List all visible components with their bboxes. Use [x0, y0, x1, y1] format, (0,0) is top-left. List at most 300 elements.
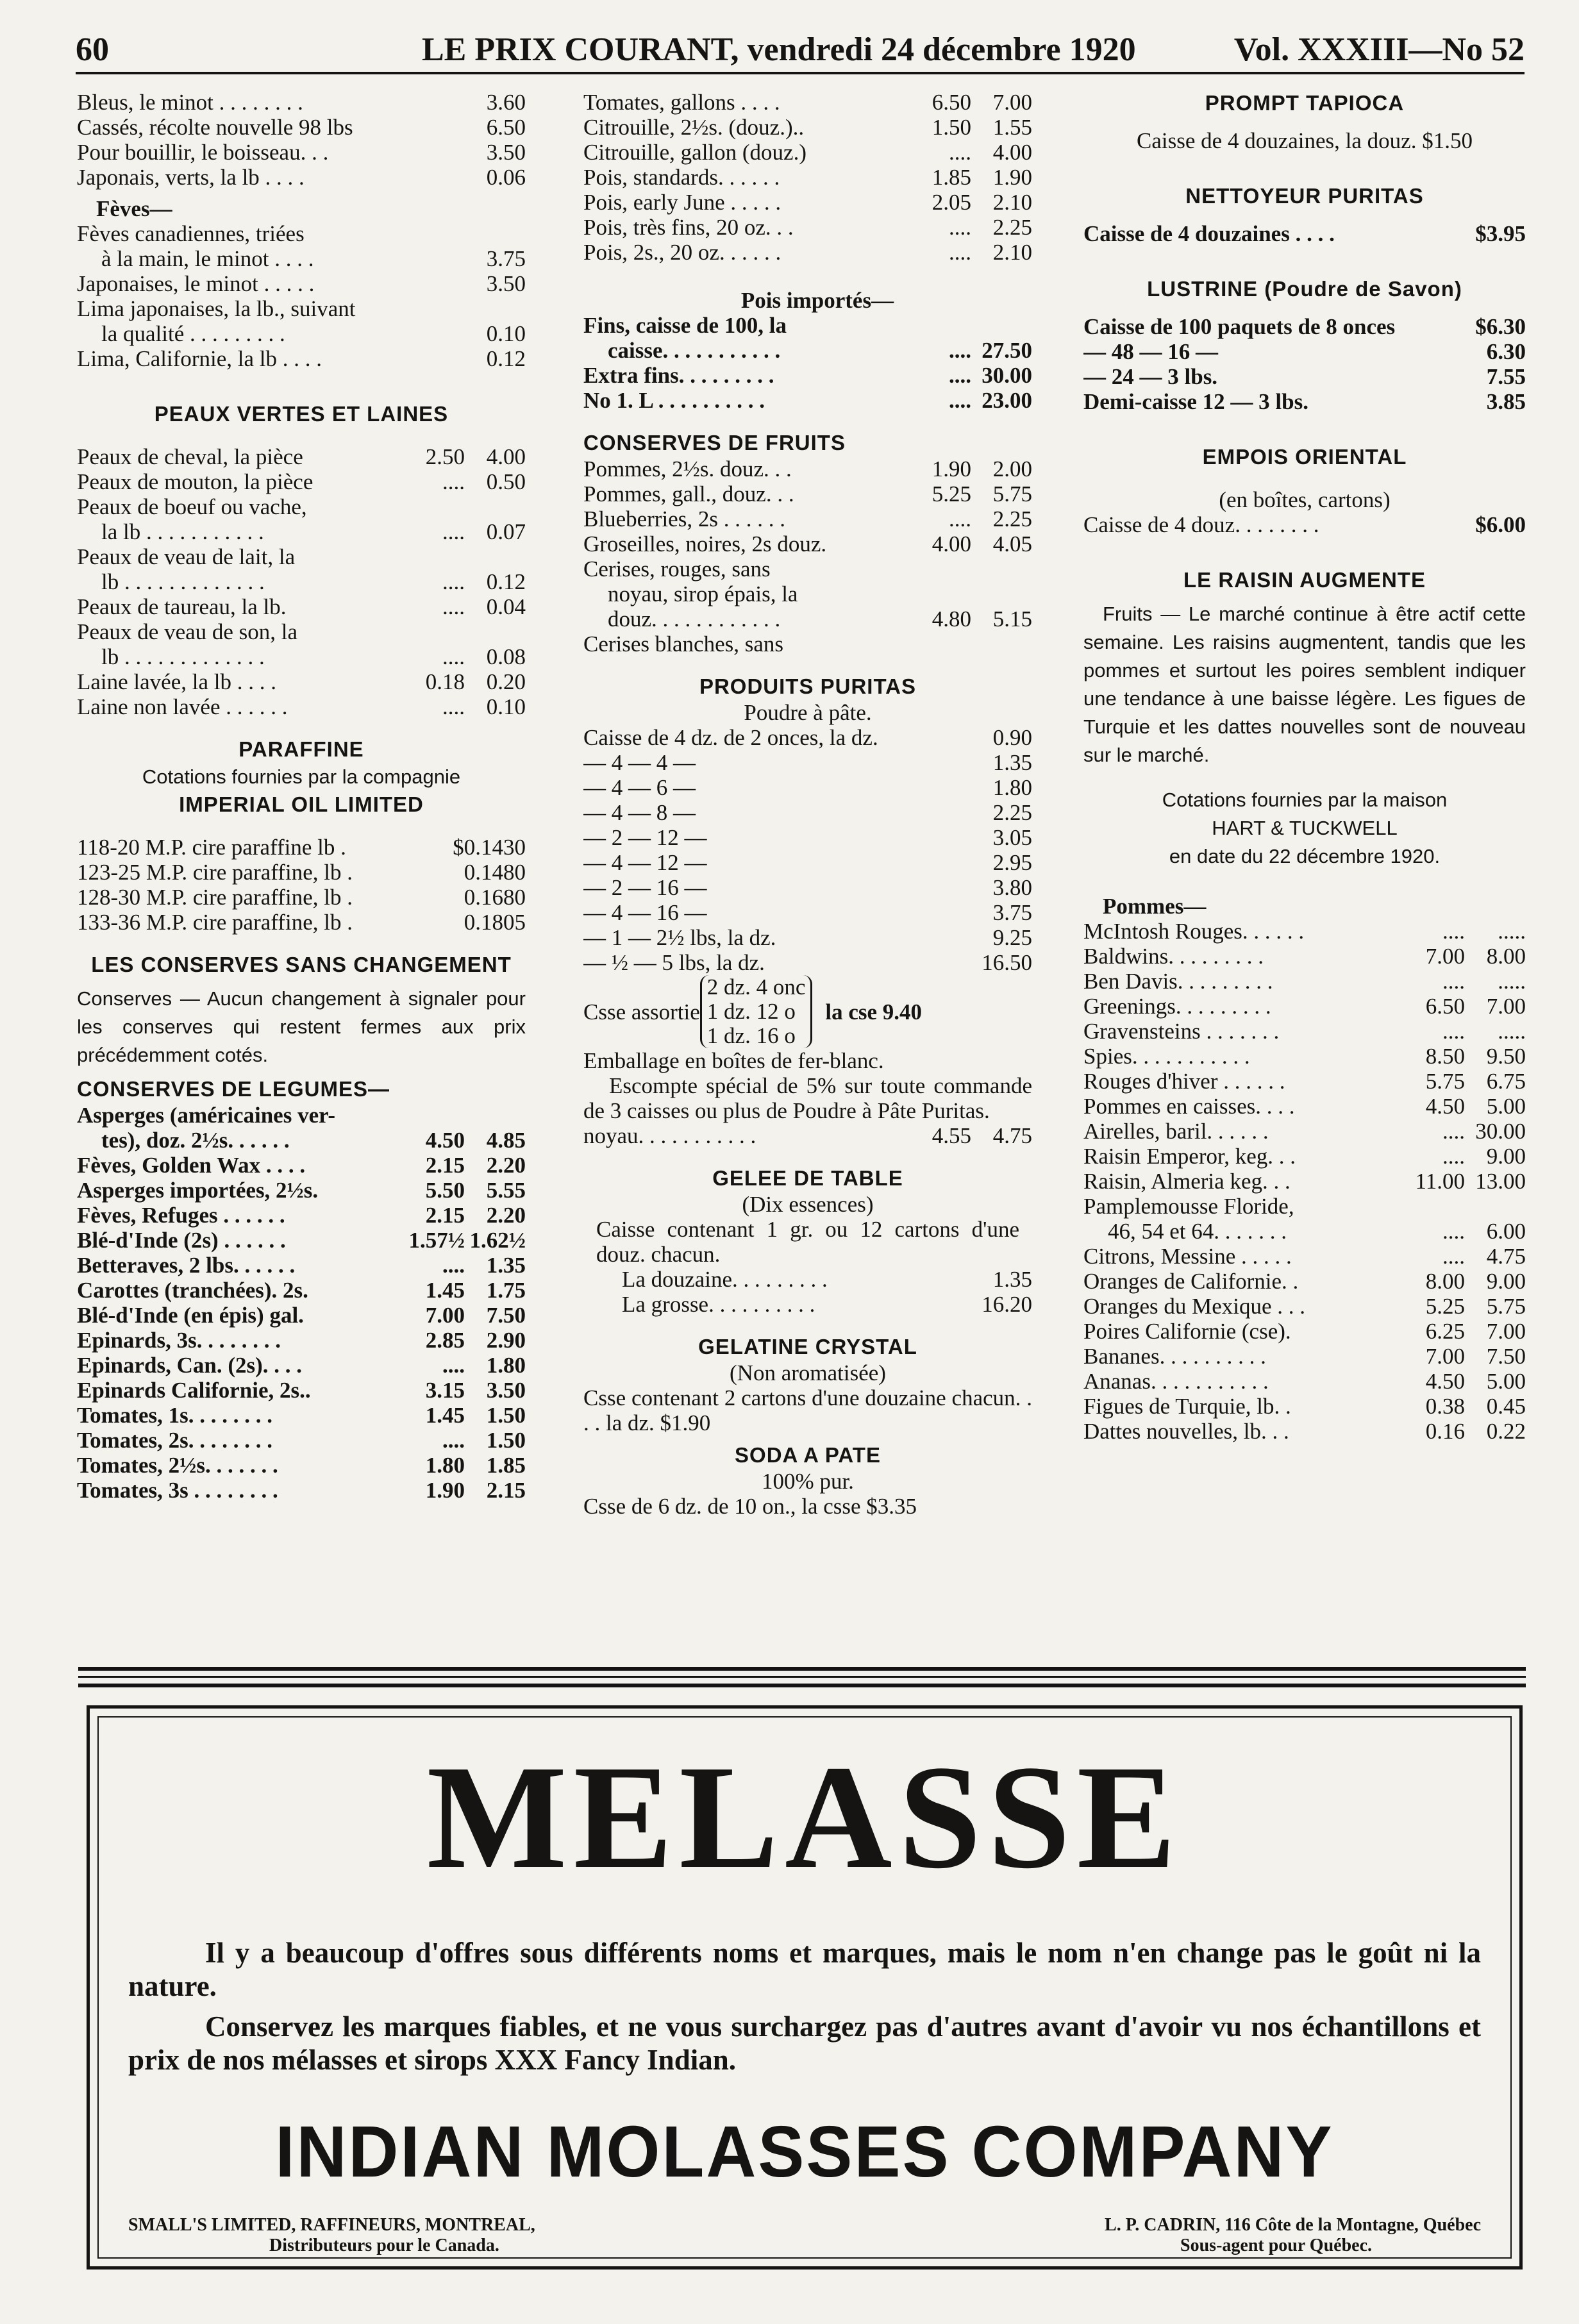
ad-text-2: Conservez les marques fiables, et ne vous surchargez pas d'autres avant d'avoir vu nos échantillons et prix de nos mélasses et sirops XXX Fancy Indian. — [128, 2011, 1481, 2076]
price-row — [1083, 1394, 1526, 1419]
price-row-label: — 48 — 16 — — [1083, 339, 1218, 364]
empois-heading: EMPOIS ORIENTAL — [1202, 445, 1407, 469]
ad-title: MELASSE — [426, 1735, 1183, 1900]
assortie-bracket — [700, 975, 813, 1048]
price-low: .... — [1442, 969, 1465, 994]
price-row — [77, 221, 526, 246]
price-low: 0.18 — [425, 669, 465, 694]
price-row — [77, 835, 526, 860]
price-row — [583, 606, 1032, 631]
cotations-line-1: Cotations fournies par la maison — [1162, 789, 1448, 811]
ad-footer-left-1: SMALL'S LIMITED, RAFFINEURS, MONTREAL, — [128, 2215, 535, 2235]
price-row — [77, 1378, 526, 1403]
price-row — [77, 1153, 526, 1178]
noyau-label: noyau. . . . . . . . . . . — [583, 1123, 756, 1148]
price-row-label: Epinards, Can. (2s). . . . — [77, 1353, 303, 1378]
price-row-label: 128-30 M.P. cire paraffine, lb . — [77, 885, 353, 910]
price-row — [77, 1278, 526, 1303]
price-high — [971, 631, 1032, 656]
price-row — [77, 444, 526, 469]
price-row-label: — 4 — 4 — — [583, 750, 696, 775]
price-low — [404, 544, 465, 569]
price-row — [77, 694, 526, 719]
price-low: .... — [1442, 1144, 1465, 1169]
price-low: 11.00 — [1415, 1169, 1465, 1194]
assortie-row — [583, 975, 1032, 1048]
price-low — [404, 619, 465, 644]
price-high: 2.25 — [992, 506, 1032, 531]
price-row — [583, 800, 1032, 825]
pois-importes-rows — [583, 313, 1032, 413]
price-row — [583, 190, 1032, 215]
soda-text: Csse de 6 dz. de 10 on., la csse $3.35 — [583, 1494, 917, 1519]
price-high: 9.00 — [1486, 1269, 1526, 1294]
price-high: 16.20 — [982, 1292, 1032, 1317]
price-row — [77, 1403, 526, 1428]
price-high: 1.35 — [992, 1267, 1032, 1292]
price-high: 5.00 — [1486, 1094, 1526, 1119]
raisin-heading: LE RAISIN AUGMENTE — [1183, 568, 1426, 592]
price-high: 0.22 — [1486, 1419, 1526, 1444]
price-high: 0.10 — [486, 321, 526, 346]
price-row-label: Tomates, 3s . . . . . . . . — [77, 1478, 278, 1503]
price-high: 2.25 — [992, 800, 1032, 825]
price-row-label: Pois, standards. . . . . . — [583, 165, 780, 190]
price-row — [1083, 969, 1526, 994]
price-row-label: Peaux de boeuf ou vache, — [77, 494, 307, 519]
price-row — [583, 631, 1032, 656]
price-row-label: Epinards Californie, 2s.. — [77, 1378, 311, 1403]
price-row — [1083, 389, 1526, 414]
nettoyeur-row — [1083, 221, 1526, 246]
conserves-heading: LES CONSERVES SANS CHANGEMENT — [91, 953, 512, 976]
ad-footer-right — [1105, 2215, 1481, 2256]
price-row — [77, 1353, 526, 1378]
price-low: .... — [442, 694, 465, 719]
price-row — [77, 669, 526, 694]
price-low: 7.00 — [1425, 944, 1465, 969]
price-high — [465, 1103, 526, 1128]
price-row — [1083, 314, 1526, 339]
price-row-label: La grosse. . . . . . . . . . — [622, 1292, 815, 1317]
price-low: .... — [1442, 1244, 1465, 1269]
price-high: 5.15 — [992, 606, 1032, 631]
paraffine-company: IMPERIAL OIL LIMITED — [179, 792, 424, 816]
gelee-heading: GELEE DE TABLE — [712, 1166, 903, 1190]
price-row-label: Baldwins. . . . . . . . . — [1083, 944, 1264, 969]
feves-rows — [77, 221, 526, 371]
price-row — [77, 885, 526, 910]
price-row — [1083, 1344, 1526, 1369]
price-row — [1083, 1094, 1526, 1119]
page-number: 60 — [76, 31, 109, 68]
price-high: 5.75 — [1486, 1294, 1526, 1319]
price-row — [77, 594, 526, 619]
price-row-label: Oranges du Mexique . . . — [1083, 1294, 1306, 1319]
peaux-rows — [77, 444, 526, 719]
price-row — [77, 1228, 526, 1253]
price-high: ..... — [1498, 919, 1526, 944]
price-row — [583, 456, 1032, 481]
price-row-label: Pour bouillir, le boisseau. . . — [77, 140, 329, 165]
price-row-label: Pois, 2s., 20 oz. . . . . . — [583, 240, 781, 265]
price-low — [404, 140, 465, 165]
price-row-label: La douzaine. . . . . . . . . — [622, 1267, 828, 1292]
ad-company: INDIAN MOLASSES COMPANY — [275, 2110, 1334, 2192]
gelee-rows — [583, 1267, 1032, 1317]
price-low: 4.50 — [1425, 1094, 1465, 1119]
price-high: 0.10 — [486, 694, 526, 719]
price-low — [404, 90, 465, 115]
fruits-rows — [583, 456, 1032, 656]
price-high: 1.80 — [992, 775, 1032, 800]
price-high — [971, 313, 1032, 338]
price-row — [77, 1303, 526, 1328]
price-row-label: à la main, le minot . . . . — [101, 246, 314, 271]
price-high: 8.00 — [1486, 944, 1526, 969]
gelatine-sub: (Non aromatisée) — [730, 1360, 886, 1385]
header-rule — [76, 72, 1525, 74]
gelatine-text: Csse contenant 2 cartons d'une douzaine chacun. . . . la dz. $1.90 — [583, 1385, 1032, 1435]
price-low: .... — [949, 215, 971, 240]
price-row-label: — 2 — 12 — — [583, 825, 707, 850]
noyau-low: 4.55 — [932, 1123, 971, 1148]
price-row-label: Cerises blanches, sans — [583, 631, 784, 656]
assortie-price: la cse 9.40 — [825, 999, 923, 1024]
price-row — [77, 346, 526, 371]
price-low: .... — [442, 1253, 465, 1278]
price-row — [1083, 1294, 1526, 1319]
empois-row — [1083, 512, 1526, 537]
price-high: 0.1680 — [464, 885, 526, 910]
price-high — [465, 494, 526, 519]
price-row — [583, 240, 1032, 265]
price-low: 2.15 — [425, 1203, 465, 1228]
price-high: 2.10 — [992, 190, 1032, 215]
price-low — [910, 313, 971, 338]
price-row-label: Airelles, baril. . . . . . — [1083, 1119, 1269, 1144]
price-low: .... — [949, 363, 971, 388]
price-row-label: Pois, early June . . . . . — [583, 190, 781, 215]
price-row-label: Bleus, le minot . . . . . . . . — [77, 90, 303, 115]
price-low: 2.85 — [425, 1328, 465, 1353]
price-row — [77, 165, 526, 190]
price-low: .... — [442, 569, 465, 594]
price-low: 1.90 — [425, 1478, 465, 1503]
gelee-text: Caisse contenant 1 gr. ou 12 cartons d'une douz. chacun. — [596, 1217, 1019, 1267]
nettoyeur-heading: NETTOYEUR PURITAS — [1185, 184, 1424, 208]
price-row-label: lb . . . . . . . . . . . . . — [101, 569, 265, 594]
price-low: 1.45 — [425, 1403, 465, 1428]
price-row-label: — ½ — 5 lbs, la dz. — [583, 950, 765, 975]
price-row — [1083, 994, 1526, 1019]
price-row — [1083, 364, 1526, 389]
price-row-label: Dattes nouvelles, lb. . . — [1083, 1419, 1289, 1444]
price-row-label: caisse. . . . . . . . . . . — [608, 338, 781, 363]
price-row-label: Betteraves, 2 lbs. . . . . . — [77, 1253, 296, 1278]
price-row — [1083, 1119, 1526, 1144]
price-low — [404, 271, 465, 296]
price-row-label: Pamplemousse Floride, — [1083, 1194, 1294, 1219]
price-low: 6.50 — [932, 90, 971, 115]
price-row-label: Caisse de 100 paquets de 8 onces — [1083, 314, 1396, 339]
price-row-label: Ananas. . . . . . . . . . . — [1083, 1369, 1269, 1394]
price-high: 23.00 — [982, 388, 1032, 413]
price-row-label: la lb . . . . . . . . . . . — [101, 519, 264, 544]
price-high: 30.00 — [1475, 1119, 1526, 1144]
price-row — [77, 1253, 526, 1278]
price-row-label: Cerises, rouges, sans — [583, 556, 771, 581]
price-high: 16.50 — [982, 950, 1032, 975]
price-row — [77, 90, 526, 115]
ad-rule-mid — [78, 1676, 1526, 1678]
price-row — [77, 296, 526, 321]
price-low — [1404, 1194, 1465, 1219]
price-high: 5.55 — [486, 1178, 526, 1203]
price-high: 2.00 — [992, 456, 1032, 481]
price-row-label: Rouges d'hiver . . . . . . — [1083, 1069, 1285, 1094]
price-row — [1083, 1244, 1526, 1269]
price-row-label: Pommes en caisses. . . . — [1083, 1094, 1295, 1119]
assortie-line-3: 1 dz. 16 o — [706, 1023, 796, 1048]
price-low — [910, 631, 971, 656]
price-high: 6.30 — [1486, 339, 1526, 364]
column-3 — [1083, 90, 1526, 1444]
price-row-label: Fins, caisse de 100, la — [583, 313, 787, 338]
pois-importes-heading: Pois importés— — [740, 288, 894, 313]
price-high: 1.62½ — [469, 1228, 526, 1253]
price-row — [583, 556, 1032, 581]
price-low: 5.25 — [1425, 1294, 1465, 1319]
price-row — [77, 140, 526, 165]
price-low: .... — [949, 388, 971, 413]
price-row-label: Asperges (américaines ver- — [77, 1103, 335, 1128]
price-low: 6.25 — [1425, 1319, 1465, 1344]
price-low: .... — [1442, 1219, 1465, 1244]
price-row-label: noyau, sirop épais, la — [608, 581, 798, 606]
price-low: 7.00 — [425, 1303, 465, 1328]
price-low: 8.00 — [1425, 1269, 1465, 1294]
price-row-label: Lima japonaises, la lb., suivant — [77, 296, 356, 321]
price-row-label: la qualité . . . . . . . . . — [101, 321, 285, 346]
price-row — [583, 481, 1032, 506]
price-low: 1.90 — [932, 456, 971, 481]
price-row-label: Cassés, récolte nouvelle 98 lbs — [77, 115, 353, 140]
price-low: .... — [949, 140, 971, 165]
price-row — [77, 619, 526, 644]
lustrine-rows — [1083, 314, 1526, 414]
price-row — [583, 825, 1032, 850]
price-row — [583, 506, 1032, 531]
price-low — [404, 1103, 465, 1128]
empois-label: Caisse de 4 douz. . . . . . . . — [1083, 512, 1319, 537]
price-row — [77, 910, 526, 935]
puritas-sub: Poudre à pâte. — [744, 700, 872, 725]
price-row-label: Asperges importées, 2½s. — [77, 1178, 319, 1203]
price-low — [404, 246, 465, 271]
price-high: ..... — [1498, 969, 1526, 994]
tapioca-heading: PROMPT TAPIOCA — [1205, 91, 1405, 115]
price-low — [404, 494, 465, 519]
price-row — [583, 531, 1032, 556]
column-2 — [583, 90, 1032, 1519]
price-row — [1083, 1319, 1526, 1344]
price-low: 5.50 — [425, 1178, 465, 1203]
lustrine-heading: LUSTRINE (Poudre de Savon) — [1147, 277, 1462, 301]
price-high: 0.04 — [486, 594, 526, 619]
price-high: 0.1480 — [464, 860, 526, 885]
price-row — [1083, 1019, 1526, 1044]
price-row — [583, 90, 1032, 115]
price-row — [77, 1453, 526, 1478]
price-row-label: — 4 — 12 — — [583, 850, 707, 875]
price-row — [77, 860, 526, 885]
price-row — [77, 469, 526, 494]
price-high: 4.05 — [992, 531, 1032, 556]
price-low — [910, 556, 971, 581]
price-row-label: douz. . . . . . . . . . . . — [608, 606, 781, 631]
price-row — [583, 363, 1032, 388]
price-row-label: Lima, Californie, la lb . . . . — [77, 346, 322, 371]
price-high: 0.06 — [486, 165, 526, 190]
price-row — [583, 140, 1032, 165]
price-row — [77, 246, 526, 271]
price-row-label: Gravensteins . . . . . . . — [1083, 1019, 1280, 1044]
price-high: 4.85 — [486, 1128, 526, 1153]
price-row — [583, 950, 1032, 975]
price-row — [583, 925, 1032, 950]
escompte-text: Escompte spécial de 5% sur toute commande de 3 caisses ou plus de Poudre à Pâte Puritas. — [583, 1073, 1032, 1123]
price-high: ..... — [1498, 1019, 1526, 1044]
price-low: 8.50 — [1425, 1044, 1465, 1069]
price-row-label: Spies. . . . . . . . . . . — [1083, 1044, 1250, 1069]
price-low: 1.45 — [425, 1278, 465, 1303]
price-low: .... — [442, 644, 465, 669]
price-low — [404, 346, 465, 371]
price-row — [1083, 339, 1526, 364]
price-high: 1.35 — [486, 1253, 526, 1278]
price-low: 0.38 — [1425, 1394, 1465, 1419]
price-low: .... — [949, 338, 971, 363]
price-high: 9.00 — [1486, 1144, 1526, 1169]
price-high: 0.1805 — [464, 910, 526, 935]
price-high: 3.05 — [992, 825, 1032, 850]
melasse-advertisement — [87, 1705, 1523, 2270]
price-row-label: Carottes (tranchées). 2s. — [77, 1278, 308, 1303]
assortie-line-2: 1 dz. 12 o — [706, 999, 796, 1024]
price-high: 4.00 — [992, 140, 1032, 165]
price-low: 4.00 — [932, 531, 971, 556]
price-row-label: Peaux de mouton, la pièce — [77, 469, 313, 494]
price-high: 7.00 — [1486, 1319, 1526, 1344]
price-row — [77, 1103, 526, 1128]
price-row — [77, 569, 526, 594]
gelatine-heading: GELATINE CRYSTAL — [698, 1335, 917, 1358]
price-row-label: — 2 — 16 — — [583, 875, 707, 900]
price-row — [583, 165, 1032, 190]
gelee-sub: (Dix essences) — [742, 1192, 874, 1217]
price-low — [404, 296, 465, 321]
price-row-label: Bananes. . . . . . . . . . — [1083, 1344, 1266, 1369]
price-high: 0.08 — [486, 644, 526, 669]
price-low: .... — [442, 1428, 465, 1453]
price-low: 2.15 — [425, 1153, 465, 1178]
price-high — [465, 221, 526, 246]
price-high: 5.00 — [1486, 1369, 1526, 1394]
empois-price: $6.00 — [1475, 512, 1526, 537]
price-row-label: No 1. L . . . . . . . . . . — [583, 388, 765, 413]
ad-rule-top — [78, 1667, 1526, 1671]
price-row — [583, 875, 1032, 900]
legumes-heading: CONSERVES DE LEGUMES— — [77, 1077, 390, 1101]
price-high: 2.10 — [992, 240, 1032, 265]
ad-footer-left — [128, 2215, 535, 2256]
price-row — [583, 581, 1032, 606]
price-low: .... — [442, 594, 465, 619]
price-row-label: Poires Californie (cse). — [1083, 1319, 1291, 1344]
price-high: 4.75 — [1486, 1244, 1526, 1269]
soda-sub: 100% pur. — [762, 1469, 854, 1494]
fruits-heading: CONSERVES DE FRUITS — [583, 431, 846, 455]
price-high: 3.75 — [992, 900, 1032, 925]
assortie-label: Csse assortie — [583, 999, 700, 1024]
price-low: 2.05 — [932, 190, 971, 215]
price-high: 1.85 — [486, 1453, 526, 1478]
conserves-text: Conserves — Aucun changement à signaler pour les conserves qui restent fermes aux prix précédemment cotés. — [77, 987, 526, 1066]
price-row — [583, 338, 1032, 363]
price-high: 3.50 — [486, 1378, 526, 1403]
price-high: 3.60 — [486, 90, 526, 115]
price-high: 1.75 — [486, 1278, 526, 1303]
ad-rule-bottom — [78, 1684, 1526, 1687]
price-row — [583, 850, 1032, 875]
price-high: 7.00 — [992, 90, 1032, 115]
price-row-label: Peaux de veau de lait, la — [77, 544, 296, 569]
price-high: 3.85 — [1486, 389, 1526, 414]
price-high: 0.90 — [992, 725, 1032, 750]
price-high: 4.00 — [486, 444, 526, 469]
price-row — [1083, 1069, 1526, 1094]
price-high: 30.00 — [982, 363, 1032, 388]
price-row-label: Tomates, 2s. . . . . . . . — [77, 1428, 272, 1453]
raisin-text: Fruits — Le marché continue à être actif cette semaine. Les raisins augmentent, tandis que les pommes et surtout les poires semblent indiquer une tendance à une baisse légère. Les figues de Turquie et les dattes nouvelles sont de nouveau sur le marché. — [1083, 603, 1526, 766]
price-high: 3.50 — [486, 271, 526, 296]
price-row-label: — 1 — 2½ lbs, la dz. — [583, 925, 776, 950]
price-row-label: Peaux de veau de son, la — [77, 619, 298, 644]
price-row-label: 123-25 M.P. cire paraffine, lb . — [77, 860, 353, 885]
price-row — [583, 115, 1032, 140]
pommes-heading: Pommes— — [1103, 894, 1207, 919]
ad-footer-right-1: L. P. CADRIN, 116 Côte de la Montagne, Québec — [1105, 2215, 1481, 2235]
page-header — [76, 26, 1525, 71]
tapioca-text: Caisse de 4 douzaines, la douz. $1.50 — [1137, 128, 1473, 153]
puritas-rows — [583, 725, 1032, 975]
price-high: 2.20 — [486, 1153, 526, 1178]
price-row — [77, 1203, 526, 1228]
noyau-high: 4.75 — [992, 1123, 1032, 1148]
price-low — [404, 115, 465, 140]
tomates-rows — [583, 90, 1032, 265]
price-row — [583, 900, 1032, 925]
price-row-label: — 4 — 6 — — [583, 775, 696, 800]
price-high: 0.45 — [1486, 1394, 1526, 1419]
price-row — [77, 544, 526, 569]
noyau-row — [583, 1123, 1032, 1148]
price-high: 2.25 — [992, 215, 1032, 240]
price-row — [1083, 944, 1526, 969]
soda-heading: SODA A PATE — [735, 1443, 881, 1467]
price-row-label: Demi-caisse 12 — 3 lbs. — [1083, 389, 1308, 414]
